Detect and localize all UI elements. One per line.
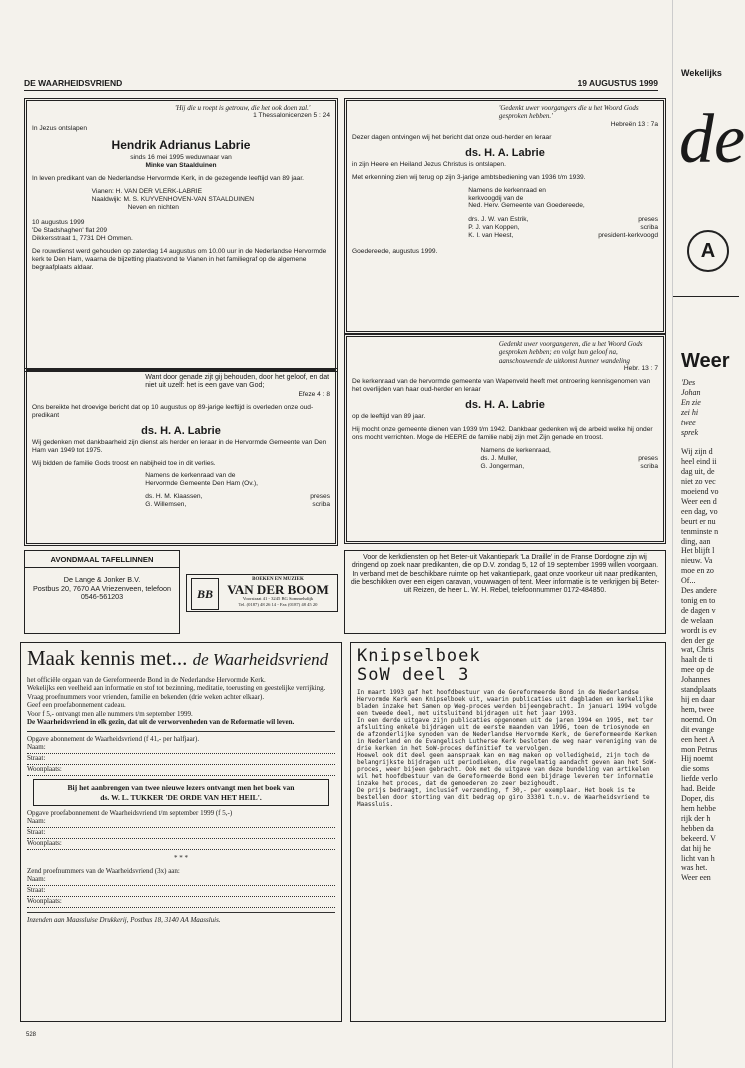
street-field[interactable] xyxy=(27,754,335,765)
signer-role: president-kerkvoogd xyxy=(598,232,658,240)
adjacent-text-line: licht van h xyxy=(681,853,715,863)
scripture-reference: Hebr. 13 : 7 xyxy=(623,365,658,373)
address-line: 10 augustus 1999 xyxy=(32,219,85,227)
signature-line: Hervormde Gemeente Den Ham (Ov.), xyxy=(145,480,258,488)
subscription-option: Opgave abonnement de Waarheidsvriend (f 41,- per halfjaar). xyxy=(27,734,200,743)
publication-name: DE WAARHEIDSVRIEND xyxy=(24,78,123,88)
scripture-quote: Want door genade zijt gij behouden, door het geloof, en dat niet uit uzelf: het is een gave van God; xyxy=(145,374,330,390)
adjacent-text-line: noemd. On xyxy=(681,714,717,724)
scripture-reference: 1 Thessalonicenzen 5 : 24 xyxy=(253,112,330,120)
name-field[interactable] xyxy=(27,743,335,754)
body-text: in zijn Heere en Heiland Jezus Christus is ontslapen. xyxy=(352,160,506,168)
intro-text: Dezer dagen ontvingen wij het bericht dat onze oud-herder en leraar xyxy=(352,133,552,141)
article-title xyxy=(357,647,659,684)
adjacent-text-line: die soms xyxy=(681,764,710,774)
form-text: Geef een proefabonnement cadeau. xyxy=(27,701,126,710)
body-text: In leven predikant van de Nederlandse Hervormde Kerk, in de gezegende leeftijd van 89 jaar. xyxy=(32,175,304,183)
signature-line: Namens de kerkenraad en xyxy=(468,186,546,194)
signer-role: preses xyxy=(310,493,330,501)
scripture-quote: 'Gedenkt uwer voorgangers die u het Woord Gods gesproken hebben.' xyxy=(498,104,639,121)
obituary-wapenveld xyxy=(344,334,666,544)
signature-line: kerkvoogdij van de xyxy=(468,194,524,202)
body-text: Wij gedenken met dankbaarheid zijn dienst als herder en leraar in de Hervormde Gemeente van Den Ham van 1949 tot 1975. xyxy=(32,438,327,454)
signer-role: preses xyxy=(638,454,658,462)
bookshop-address: Voorstraat 41 - 3245 BG Sommelsdijk xyxy=(242,596,314,601)
deceased-name: ds. H. A. Labrie xyxy=(465,398,545,411)
adjacent-text-line: hem, twee xyxy=(681,704,714,714)
adjacent-text-line: was het. xyxy=(681,863,708,873)
adjacent-text-line: den der ge xyxy=(681,635,715,645)
adjacent-text-line: Weer een d xyxy=(681,496,717,506)
city-field[interactable] xyxy=(27,897,335,908)
signer-role: scriba xyxy=(312,501,330,509)
adjacent-header: Wekelijks xyxy=(681,68,722,78)
bookshop-name: VAN DER BOOM xyxy=(227,582,329,597)
adjacent-text-line: Des andere xyxy=(681,586,717,596)
family-line: Naaldwijk: M. S. KUYVENHOVEN-VAN STAALDUINEN xyxy=(91,196,255,204)
trial-option: Opgave proefabonnement de Waarheidsvriend t/m september 1999 (f 5,-) xyxy=(27,808,233,817)
adjacent-text-line: bekeerd. V xyxy=(681,833,716,843)
adjacent-text-line: mee op de xyxy=(681,665,714,675)
body-text: Hij mocht onze gemeente dienen van 1939 t/m 1942. Dankbaar gedenken wij de arbeid welke hij onder ons mocht verrichten. Moge de HEERE de familie nabij zijn met Zijn genade en troost. xyxy=(352,425,653,441)
adjacent-text-line: twee xyxy=(681,417,696,427)
deceased-name: ds. H. A. Labrie xyxy=(465,146,545,159)
sample-option: Zend proefnummers van de Waarheidsvriend (3x) aan: xyxy=(27,866,180,875)
bonus-text: Bij het aanbrengen van twee nieuwe lezers ontvangt men het boek van xyxy=(67,783,295,793)
scripture-quote: 'Hij die u roept is getrouw, die het ook doen zal.' xyxy=(175,104,311,112)
company-address: Postbus 20, 7670 AA Vriezenveen, telefoon 0546-561203 xyxy=(33,583,171,602)
intro-text: In Jezus ontslapen xyxy=(32,125,87,133)
adjacent-text-line: Weer een xyxy=(681,873,711,883)
signer-role: preses xyxy=(638,216,658,224)
scripture-quote: Gedenkt uwer voorgangeren, die u het Woord Gods gesproken hebben; en volgt hun geloof na, aanschouwende de uitkomst hunner wandeling xyxy=(498,340,643,365)
signer-name: G. Willemsen, xyxy=(145,501,187,509)
signer-name: ds. H. M. Klaassen, xyxy=(145,493,203,501)
page-number: 528 xyxy=(26,1032,37,1038)
signature-line: Ned. Herv. Gemeente van Goedereede, xyxy=(468,202,585,210)
adjacent-text-line: standplaats xyxy=(681,685,717,695)
adjacent-heading: Weer xyxy=(681,350,730,372)
form-text: Vraag proefnummers voor vrienden, familie en bekenden (drie weken achter elkaar). xyxy=(27,692,265,701)
adjacent-text-line: hebben da xyxy=(681,823,714,833)
signer-role: scriba xyxy=(640,224,658,232)
adjacent-text-line: moeiend vo xyxy=(681,486,719,496)
adjacent-text-line: rijk der h xyxy=(681,813,711,823)
alpha-omega-emblem: A xyxy=(687,230,729,272)
field-label: Naam: xyxy=(27,875,46,884)
field-label: Woonplaats: xyxy=(27,765,62,774)
field-label: Straat: xyxy=(27,828,46,837)
adjacent-text-line: 'Des xyxy=(681,378,696,387)
signer-name: ds. J. Muller, xyxy=(480,454,518,462)
adjacent-text-line: de welaan xyxy=(681,615,714,625)
signer-name: K. I. van Heest, xyxy=(468,232,514,240)
address-line: Dikkersstraat 1, 7731 DH Ommen. xyxy=(32,234,133,242)
deceased-name: ds. H. A. Labrie xyxy=(141,424,221,437)
street-field[interactable] xyxy=(27,886,335,897)
form-title-italic: de Waarheidsvriend xyxy=(192,650,329,669)
article-title-line: Knipselboek xyxy=(357,646,481,666)
field-label: Straat: xyxy=(27,754,46,763)
city-field[interactable] xyxy=(27,839,335,850)
signer-name: P. J. van Koppen, xyxy=(468,224,520,232)
field-label: Naam: xyxy=(27,743,46,752)
form-text: Voor f 5,- ontvangt men alle nummers t/m september 1999. xyxy=(27,709,193,718)
company-name: De Lange & Jonker B.V. xyxy=(63,575,141,585)
scripture-reference: Efeze 4 : 8 xyxy=(298,390,330,398)
bookshop-phone: Tel. (0187) 48 26 14 - Fax (0187) 48 45 20 xyxy=(238,601,318,607)
family-line: Neven en nichten xyxy=(127,204,179,212)
intro-text: De kerkenraad van de hervormde gemeente van Wapenveld heeft met ontroering kennisgenomen van het overlijden van haar oud-herder en leraar xyxy=(352,378,651,393)
adjacent-text-line: Johan xyxy=(681,387,701,397)
adjacent-text-line: nieuw. Va xyxy=(681,556,713,566)
field-label: Woonplaats: xyxy=(27,897,62,906)
place-date: Goedereede, augustus 1999. xyxy=(352,248,438,256)
adjacent-text-line: had. Beide xyxy=(681,784,716,794)
field-label: Straat: xyxy=(27,886,46,895)
scripture-reference: Hebreën 13 : 7a xyxy=(610,120,658,128)
masthead-logo: de xyxy=(679,101,745,178)
adjacent-text-line: sprek xyxy=(681,427,699,437)
adjacent-text-line: Of... xyxy=(681,576,696,586)
adjacent-text-line: tonig en to xyxy=(681,595,716,605)
adjacent-text-line: tenminste n xyxy=(681,526,719,536)
form-text: het officiële orgaan van de Gereformeerde Bond in de Nederlandse Hervormde Kerk. xyxy=(27,675,266,684)
adjacent-text-line: haalt de ti xyxy=(681,655,713,665)
adjacent-page xyxy=(672,0,745,1068)
signature-line: Namens de kerkenraad, xyxy=(480,446,551,454)
adjacent-column-text xyxy=(681,378,741,883)
service-text: De rouwdienst werd gehouden op zaterdag 14 augustus om 10.00 uur in de Nederlandse Hervormde kerk te Den Ham, waarna de bijzetting plaatsvond te Vianen in het familiegraf op de algemene begraafplaats aldaar. xyxy=(32,247,327,271)
bonus-offer xyxy=(33,779,329,806)
widower-text: sinds 16 mei 1995 weduwnaar van xyxy=(130,153,232,161)
signer-name: G. Jongerman, xyxy=(480,462,525,470)
obituary-den-ham xyxy=(24,368,338,546)
obituary-family xyxy=(24,98,338,372)
street-field[interactable] xyxy=(27,828,335,839)
adjacent-text-line: Wij zijn d xyxy=(681,447,713,457)
adjacent-text-line: Johannes xyxy=(681,675,711,685)
adjacent-text-line: hem hebbe xyxy=(681,803,716,813)
form-title xyxy=(27,646,335,672)
ad-title: AVONDMAAL TAFELLINNEN xyxy=(25,555,179,568)
adjacent-text-line: beurt er nu xyxy=(681,516,716,526)
bookshop-logo: BB xyxy=(191,578,219,610)
body-text: Wij bidden de familie Gods troost en nabijheid toe in dit verlies. xyxy=(32,459,216,467)
form-slogan: De Waarheidsvriend in elk gezin, dat uit de verworvenheden van de Reformatie wil leven. xyxy=(27,718,295,727)
adjacent-text-line: een dag, vo xyxy=(681,506,718,516)
page-header xyxy=(24,78,658,91)
adjacent-text-line: hij en daar xyxy=(681,695,715,704)
adjacent-text-line: dat hij he xyxy=(681,843,711,853)
bookshop-ad xyxy=(186,574,338,612)
subscription-form xyxy=(20,642,342,1022)
vacation-preachers-notice xyxy=(344,550,666,634)
adjacent-text-line: Hij noemt xyxy=(681,754,714,764)
issue-date: 19 AUGUSTUS 1999 xyxy=(577,78,658,88)
form-text: Wekelijks een veelheid aan informatie en stof tot bezinning, meditatie, toerusting en geestelijke verrijking. xyxy=(27,684,326,693)
obituary-goedereede xyxy=(344,98,666,334)
adjacent-text-line: moe en zo xyxy=(681,566,714,576)
signer-name: drs. J. W. van Estrik, xyxy=(468,216,529,224)
family-line: Vianen: H. VAN DER VLERK-LABRIE xyxy=(91,188,203,196)
send-to-address: Inzenden aan Maassluise Drukkerij, Postbus 18, 3140 AA Maassluis. xyxy=(27,916,221,925)
bonus-book: ds. W. L. TUKKER 'DE ORDE VAN HET HEIL'. xyxy=(100,792,262,802)
adjacent-text-line: heel eind ii xyxy=(681,457,717,467)
adjacent-text-line: niet zo vec xyxy=(681,477,716,487)
adjacent-text-line: Doper, dis xyxy=(681,794,715,804)
adjacent-text-line: zei hi xyxy=(681,407,699,417)
adjacent-text-line: een heet A xyxy=(681,734,715,744)
intro-text: Ons bereikte het droevige bericht dat op 10 augustus op 89-jarige leeftijd is overleden onze oud-predikant xyxy=(32,403,314,419)
adjacent-text-line xyxy=(681,437,741,447)
separator-stars: * * * xyxy=(174,854,188,863)
article-paragraph: In een derde uitgave zijn publicaties opgenomen uit de jaren 1994 en 1995, met ter afsluiting enkele bijdragen uit de eerste maanden van 1996, toen de triosynode en de afzonderlijke synoden van de Nederlandse Hervormde Kerk, de Gereformeerde Kerken in Nederland en de Evangelisch Lutherse Kerk besloten de weg naar vereniging van de drie kerken in het SoW-proces definitief te vervolgen. xyxy=(357,717,657,752)
adjacent-text-line: wordt is ev xyxy=(681,625,717,635)
notice-text: Voor de kerkdiensten op het Beter-uit Vakantiepark 'La Draille' in de Franse Dordogne zijn wij dringend op zoek naar predikanten, die op D.V. zondag 5, 12 of 19 september 1999 willen voorgaan. In verband met de beschikbare ruimte op het vakantiepark, gaat onze voorkeur uit naar predikanten, die beschikken over een eigen caravan, vouwwagen of tent. Meer informatie is te verkrijgen bij Beter-uit Reizen, de heer L. W. H. Rebel, telefoonnummer 0172-484850. xyxy=(350,554,660,595)
deceased-name: Hendrik Adrianus Labrie xyxy=(111,138,251,153)
knipselboek-article xyxy=(350,642,666,1022)
field-label: Naam: xyxy=(27,817,46,826)
spouse-name: Minke van Staalduinen xyxy=(145,161,217,169)
table-linen-ad xyxy=(24,550,180,634)
field-label: Woonplaats: xyxy=(27,839,62,848)
body-text: Met erkenning zien wij terug op zijn 3-jarige ambtsbediening van 1936 t/m 1939. xyxy=(352,173,586,181)
newspaper-page xyxy=(20,78,666,1038)
signer-role: scriba xyxy=(640,462,658,470)
article-paragraph: In maart 1993 gaf het hoofdbestuur van de Gereformeerde Bond in de Nederlandse Hervormde Kerk een Knipselboek uit, waarin publicaties uit dagbladen en kerkelijke bladen inzake het Samen op Weg-proces werden bijeengebracht. In januari 1994 volgde een tweede deel, met uitsluitend bijdragen uit het jaar 1993. xyxy=(357,689,657,718)
name-field[interactable] xyxy=(27,875,335,886)
adjacent-text-line: liefde verlo xyxy=(681,774,718,784)
name-field[interactable] xyxy=(27,817,335,828)
article-paragraph: De prijs bedraagt, inclusief verzending, f 30,- per exemplaar. Het boek is te bestellen door storting van dit bedrag op giro 33301 t.n.v. de Waarheidsvriend te Maassluis. xyxy=(357,786,650,808)
adjacent-text-line: mon Petrus xyxy=(681,744,718,754)
adjacent-text-line: ding, aan xyxy=(681,536,711,546)
signature-line: Namens de kerkenraad van de xyxy=(145,472,236,480)
article-title-line: SoW deel 3 xyxy=(357,664,470,685)
adjacent-text-line: En zie xyxy=(681,397,701,407)
adjacent-text-line: wat, Chris xyxy=(681,645,714,655)
address-line: 'De Stadshaghen' flat 209 xyxy=(32,226,108,234)
bookshop-tagline: BOEKEN EN MUZIEK xyxy=(252,577,304,582)
form-title-text: Maak kennis met... xyxy=(27,646,188,670)
adjacent-text-line: dag uit, de xyxy=(681,467,715,477)
adjacent-text-line: de dagen v xyxy=(681,605,716,615)
city-field[interactable] xyxy=(27,765,335,776)
age-text: op de leeftijd van 89 jaar. xyxy=(352,413,426,421)
article-paragraph: Hoewel ook dit deel geen aanspraak kan en mag maken op volledigheid, zijn toch de belangrijkste bijdragen uit periodieken, die regelmatig aandacht geven aan het SoW-proces, weer bijeen gebracht. Ook met de uitgave van deze bundeling van artikelen wil het hoofdbestuur van de Gereformeerde Bond een bijdrage leveren ter informatie inzake het proces, dat de gemoederen zo zeer bezighoudt. xyxy=(357,751,657,787)
adjacent-text-line: dit evange xyxy=(681,724,715,734)
adjacent-text-line: Het blijft l xyxy=(681,546,715,556)
